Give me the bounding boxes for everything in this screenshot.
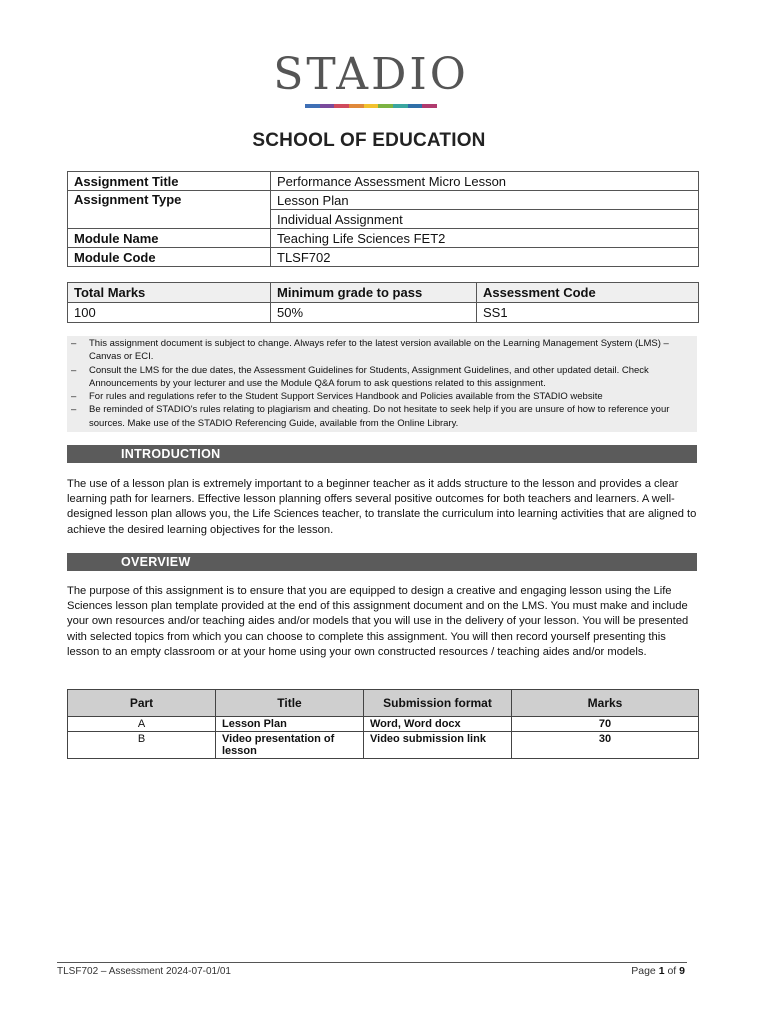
info-value: Lesson Plan xyxy=(271,191,699,210)
introduction-heading xyxy=(67,445,697,463)
marks-header: Assessment Code xyxy=(477,283,699,303)
table-row xyxy=(68,732,699,759)
of-word: of xyxy=(667,965,677,977)
parts-table xyxy=(67,689,699,759)
current-page: 1 xyxy=(658,965,665,977)
info-value: Teaching Life Sciences FET2 xyxy=(271,229,699,248)
section-title: INTRODUCTION xyxy=(121,447,221,461)
table-header-row xyxy=(68,283,699,303)
marks-cell: 30 xyxy=(512,732,699,759)
logo-bar-segment xyxy=(349,104,364,108)
logo-bar-segment xyxy=(334,104,349,108)
table-row xyxy=(68,717,699,732)
logo-bar-segment xyxy=(364,104,379,108)
logo-bar-segment xyxy=(393,104,408,108)
title-cell: Lesson Plan xyxy=(216,717,364,732)
marks-value: 100 xyxy=(68,303,271,323)
marks-header: Minimum grade to pass xyxy=(271,283,477,303)
info-value: TLSF702 xyxy=(271,248,699,267)
logo-color-bar xyxy=(305,104,437,108)
parts-header: Part xyxy=(68,690,216,717)
table-row xyxy=(68,172,699,191)
note-text: Consult the LMS for the due dates, the Assessment Guidelines for Students, Assignment Guidelines, and other updated detail. Check Announcements by your lecturer and use the Module Q&A forum to ask questions related to this assignment. xyxy=(89,364,649,389)
marks-value: 50% xyxy=(271,303,477,323)
bullet-dash: – xyxy=(71,364,77,376)
footer-document-code: TLSF702 – Assessment 2024-07-01/01 xyxy=(57,966,231,977)
page-number xyxy=(631,965,685,977)
table-row xyxy=(68,229,699,248)
logo-bar-segment xyxy=(408,104,423,108)
table-row xyxy=(68,191,699,210)
marks-header: Total Marks xyxy=(68,283,271,303)
introduction-text: The use of a lesson plan is extremely important to a beginner teacher as it adds structure to the lesson and provides a clear learning path for learners. Effective lesson planning offers several positive outcomes for both teachers and learners. A well-designed lesson plan allows you, the Life Sciences teacher, to translate the curriculum into learning activities that are aligned to achieve the desired learning objectives for the lesson. xyxy=(67,478,697,536)
assignment-info-table xyxy=(67,171,699,267)
marks-value: SS1 xyxy=(477,303,699,323)
bullet-dash: – xyxy=(71,404,77,416)
table-row xyxy=(68,248,699,267)
info-label: Module Name xyxy=(68,229,271,248)
bullet-dash: – xyxy=(71,391,77,403)
page-word: Page xyxy=(631,965,656,977)
logo-bar-segment xyxy=(320,104,335,108)
info-label: Assignment Type xyxy=(68,191,271,229)
parts-header: Marks xyxy=(512,690,699,717)
logo-bar-segment xyxy=(422,104,437,108)
format-cell: Word, Word docx xyxy=(364,717,512,732)
info-value: Performance Assessment Micro Lesson xyxy=(271,172,699,191)
list-item xyxy=(71,364,691,391)
note-text: This assignment document is subject to change. Always refer to the latest version available on the Learning Management System (LMS) – Canvas or ECI. xyxy=(89,338,669,363)
bullet-dash: – xyxy=(71,338,77,349)
logo-bar-segment xyxy=(305,104,320,108)
footer-divider xyxy=(57,962,687,963)
parts-header: Submission format xyxy=(364,690,512,717)
table-header-row xyxy=(68,690,699,717)
info-label: Assignment Title xyxy=(68,172,271,191)
title-cell: Video presentation of lesson xyxy=(216,732,364,759)
info-label: Module Code xyxy=(68,248,271,267)
list-item xyxy=(71,403,691,430)
overview-text: The purpose of this assignment is to ensure that you are equipped to design a creative and engaging lesson using the Life Sciences lesson plan template provided at the end of this assignment document and on the LMS. You must make and include your own resources and/or teaching aides and/or models that you will use in the delivery of your lesson. You will be presented with selected topics from which you can choose to complete this assignment. You will then record yourself presenting this lesson to an empty classroom or at your home using your own constructed resources / teaching aides and/or models. xyxy=(67,585,689,658)
note-text: For rules and regulations refer to the Student Support Services Handbook and Policies available from the STADIO website xyxy=(89,391,603,403)
list-item xyxy=(71,390,691,403)
marks-cell: 70 xyxy=(512,717,699,732)
format-cell: Video submission link xyxy=(364,732,512,759)
section-title: OVERVIEW xyxy=(121,555,191,569)
part-cell: A xyxy=(68,717,216,732)
notes-box xyxy=(67,336,697,432)
logo-bar-segment xyxy=(378,104,393,108)
info-value: Individual Assignment xyxy=(271,210,699,229)
logo-wordmark: STADIO xyxy=(273,49,469,100)
school-title: SCHOOL OF EDUCATION xyxy=(252,130,486,151)
list-item xyxy=(71,337,691,364)
parts-header: Title xyxy=(216,690,364,717)
stadio-logo xyxy=(258,49,484,108)
table-row xyxy=(68,303,699,323)
part-cell: B xyxy=(68,732,216,759)
marks-table xyxy=(67,282,699,323)
note-text: Be reminded of STADIO's rules relating to plagiarism and cheating. Do not hesitate to seek help if you are unsure of how to reference your sources. Make use of the STADIO Referencing Guide, available from the Online Library. xyxy=(89,404,670,429)
overview-heading xyxy=(67,553,697,571)
total-pages: 9 xyxy=(679,965,685,977)
